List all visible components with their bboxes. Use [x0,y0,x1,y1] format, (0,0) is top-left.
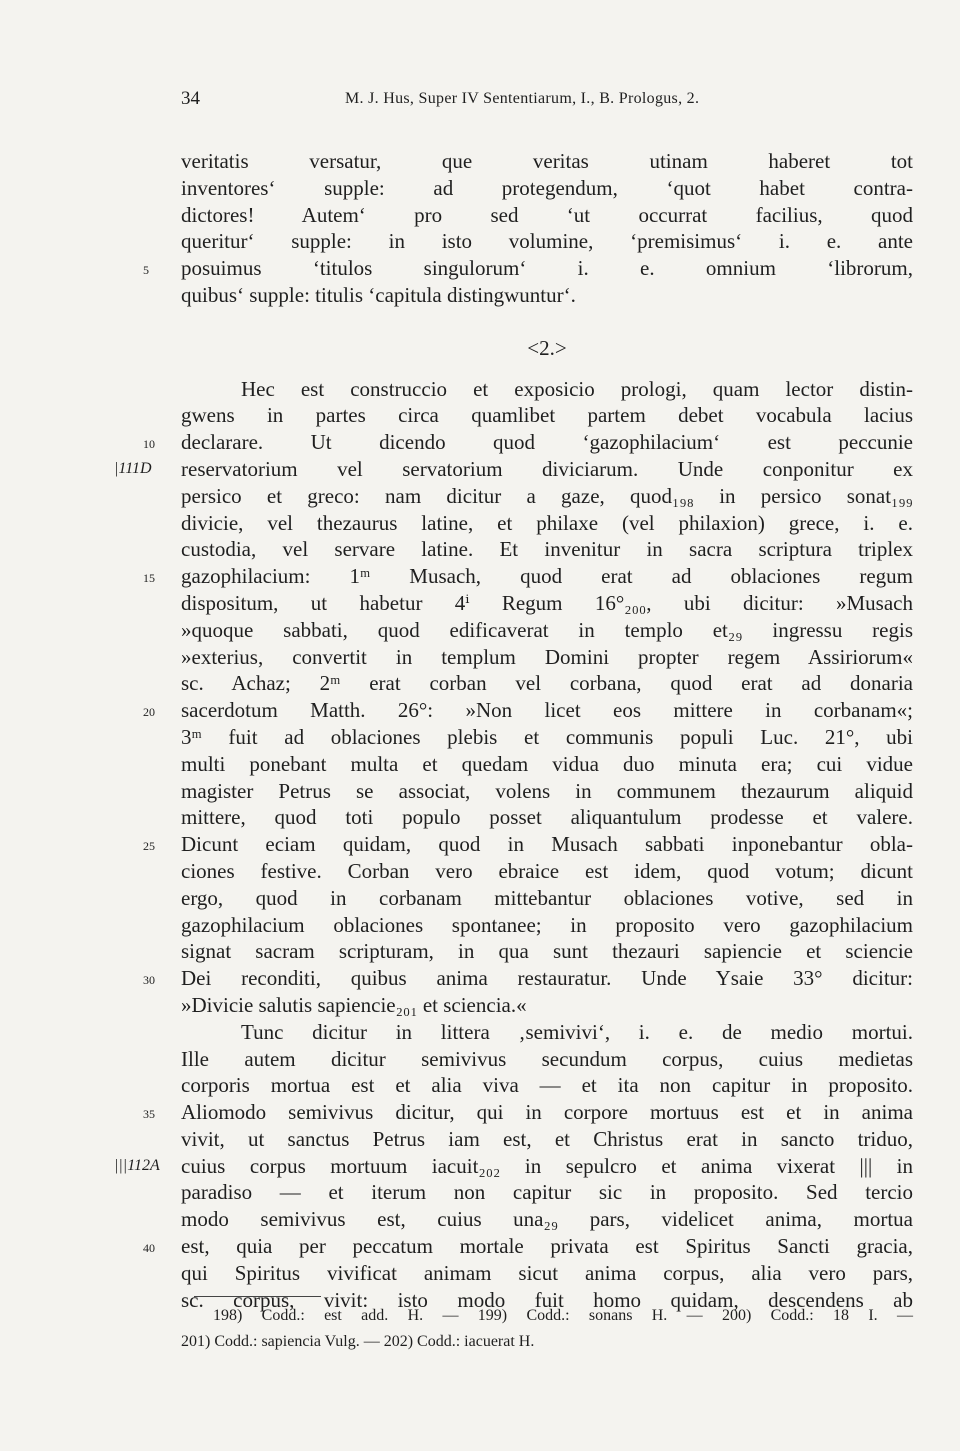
margin-reference: |111D [114,459,152,477]
text-line: magister Petrus se associat, volens in communem thezaurum aliquid [181,778,913,803]
text-line: Tunc dicitur in littera ‚semivivi‘, i. e. de medio mortui. [241,1019,913,1044]
text-line: 25 Dicunt eciam quidam, quod in Musach sabbati inponebantur obla- [181,831,913,858]
text-line: 3ᵐ fuit ad oblaciones plebis et communis populi Luc. 21°, ubi [181,724,913,749]
text-line: inventores‘ supple: ad protegendum, ‘quot habet contra- [181,175,913,200]
text-line: dispositum, ut habetur 4ⁱ Regum 16°₂₀₀, ubi dicitur: »Musach [181,590,913,615]
text-line: qui Spiritus vivificat animam sicut anima corpus, alia vero pars, [181,1260,913,1285]
text-line: 35 Aliomodo semivivus dicitur, qui in corpore mortuus est et in anima [181,1099,913,1126]
text-line: 10 declarare. Ut dicendo quod ‘gazophilacium‘ est peccunie [181,429,913,456]
text-line: mittere, quod toti populo posset aliquantulum prodesse et valere. [181,805,913,830]
text-line: |||112A cuius corpus mortuum iacuit₂₀₂ in sepulcro et anima vixerat ||| in [114,1153,913,1178]
text-line: ciones festive. Corban vero ebraice est idem, quod votum; dicunt [181,858,913,883]
text-line: veritatis versatur, que veritas utinam haberet tot [181,149,913,173]
text-line: 20 sacerdotum Matth. 26°: »Non licet eos mittere in corbanam«; [181,697,913,724]
margin-reference: |||112A [114,1156,160,1174]
line-number: 15 [143,571,155,586]
text-line: divicie, vel thezaurus latine, et philaxe (vel philaxion) grece, i. e. [181,510,913,535]
line-number: 25 [143,839,155,854]
text-line: Hec est construccio et exposicio prologi, quam lector distin- [241,376,913,401]
text-line: signat sacram scripturam, in qua sunt thezauri sapiencie et sciencie [181,939,913,964]
footnote-rule [194,1296,321,1297]
text-line: quibus‘ supple: titulis ‘capitula distingwuntur‘. [181,282,576,307]
text-line: sc. Achaz; 2ᵐ erat corban vel corbana, quod erat ad donaria [181,671,913,696]
text-line: gwens in partes circa quamlibet partem debet vocabula lacius [181,403,913,428]
text-line: corporis mortua est et alia viva — et ita non capitur in proposito. [181,1073,913,1098]
text-line: »Divicie salutis sapiencie₂₀₁ et sciencia.« [181,992,527,1017]
page-header [0,88,960,116]
text-line: ergo, quod in corbanam mittebantur oblaciones votive, sed in [181,885,913,910]
line-number: 35 [143,1107,155,1122]
line-number: 40 [143,1241,155,1256]
line-number: 30 [143,973,155,988]
text-line: paradiso — et iterum non capitur sic in proposito. Sed tercio [181,1180,913,1205]
line-number: 5 [143,263,149,278]
text-line: |111D reservatorium vel servatorium diviciarum. Unde conponitur ex [114,456,913,481]
footnote-line: 201) Codd.: sapiencia Vulg. — 202) Codd.: iacuerat H. [181,1333,535,1350]
text-line: gazophilacium oblaciones spontanee; in proposito vero gazophilacium [181,912,913,937]
text-line: Ille autem dicitur semivivus secundum corpus, cuius medietas [181,1046,913,1071]
text-line: modo semivivus est, cuius una₂₉ pars, videlicet anima, mortua [181,1207,913,1232]
text-line: dictores! Autem‘ pro sed ‘ut occurrat facilius, quod [181,202,913,227]
footnote-line: 198) Codd.: est add. H. — 199) Codd.: sonans H. — 200) Codd.: 18 I. — [213,1307,913,1324]
text-line: 30 Dei reconditi, quibus anima restauratur. Unde Ysaie 33° dicitur: [181,965,913,992]
section-marker: <2.> [527,335,567,360]
text-line: queritur‘ supple: in isto volumine, ‘premisimus‘ i. e. ante [181,229,913,254]
text-line: 15 gazophilacium: 1ᵐ Musach, quod erat ad oblaciones regum [181,563,913,590]
main-text [114,148,913,1313]
text-line: custodia, vel servare latine. Et invenitur in sacra scriptura triplex [181,537,913,562]
text-line: vivit, ut sanctus Petrus iam est, et Christus erat in sancto triduo, [181,1126,913,1151]
text-line: 40 est, quia per peccatum mortale privata est Spiritus Sancti gracia, [181,1233,913,1260]
text-line: »exterius, convertit in templum Domini propter regem Assiriorum« [181,644,913,669]
text-line: »quoque sabbati, quod edificaverat in templo et₂₉ ingressu regis [181,617,913,642]
text-line: sc. corpus, vivit: isto modo fuit homo quidam, descendens ab [181,1287,913,1312]
running-title: M. J. Hus, Super IV Sententiarum, I., B. Prologus, 2. [345,90,700,107]
line-number: 10 [143,437,155,452]
footnotes [181,1303,913,1355]
page-number: 34 [181,88,200,109]
line-number: 20 [143,705,155,720]
text-line: 5 posuimus ‘titulos singulorum‘ i. e. omnium ‘librorum, [181,255,913,282]
text-line: multi ponebant multa et quedam vidua duo minuta era; cui vidue [181,751,913,776]
text-line: persico et greco: nam dicitur a gaze, quod₁₉₈ in persico sonat₁₉₉ [181,483,913,508]
